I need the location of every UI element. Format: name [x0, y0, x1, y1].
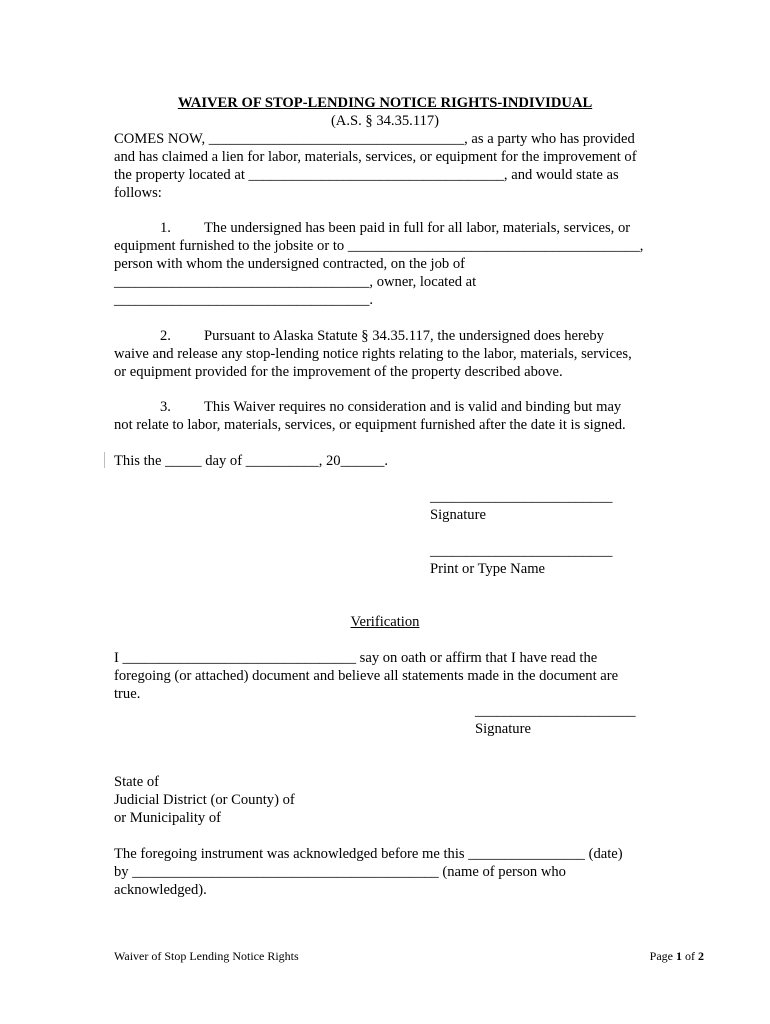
signature-label: Signature	[430, 507, 486, 523]
acknowledgment-line-2: by __________________________________________ (name of person who	[114, 864, 566, 880]
statute-reference: (A.S. § 34.35.117)	[330, 113, 440, 129]
acknowledgment-line-3: acknowledged).	[114, 882, 207, 898]
text-cursor	[104, 452, 105, 468]
verification-heading: Verification	[350, 614, 420, 630]
verification-line-1: I ________________________________ say on oath or affirm that I have read the	[114, 650, 598, 666]
page-current: 1	[676, 949, 682, 963]
venue-judicial-district: Judicial District (or County) of	[114, 792, 295, 808]
document-title: WAIVER OF STOP-LENDING NOTICE RIGHTS-INDIVIDUAL	[177, 95, 593, 111]
date-line[interactable]: This the _____ day of __________, 20______.	[114, 453, 389, 469]
print-name-line[interactable]: _________________________	[430, 543, 613, 559]
intro-line-3: the property located at ___________________________________, and would state as	[114, 167, 619, 183]
verification-signature-label: Signature	[475, 721, 531, 737]
para1-line-3: person with whom the undersigned contracted, on the job of	[114, 256, 465, 272]
intro-line-2: and has claimed a lien for labor, materials, services, or equipment for the improvement of	[114, 149, 637, 165]
para3-first-line: This Waiver requires no consideration and is valid and binding but may	[204, 399, 622, 415]
para1-line-2: equipment furnished to the jobsite or to ________________________________________,	[114, 238, 644, 254]
intro-line-4: follows:	[114, 185, 162, 201]
verification-line-2: foregoing (or attached) document and believe all statements made in the document are	[114, 668, 619, 684]
intro-line-1: COMES NOW, ___________________________________, as a party who has provided	[114, 131, 635, 147]
page-mid: of	[682, 949, 698, 963]
para1-line-5: ___________________________________.	[114, 292, 374, 308]
para2-first-line: Pursuant to Alaska Statute § 34.35.117, the undersigned does hereby	[204, 328, 604, 344]
para2-line-2: waive and release any stop-lending notice rights relating to the labor, materials, services,	[114, 346, 632, 362]
para1-first-line: The undersigned has been paid in full for all labor, materials, services, or	[204, 220, 631, 236]
signature-line[interactable]: _________________________	[430, 489, 613, 505]
verification-signature-line[interactable]: ______________________	[475, 703, 636, 719]
para3-number: 3.	[160, 399, 171, 415]
page-total: 2	[698, 949, 704, 963]
para3-line-2: not relate to labor, materials, services, or equipment furnished after the date it is signed.	[114, 417, 626, 433]
venue-state: State of	[114, 774, 159, 790]
footer-page-number	[650, 949, 704, 963]
verification-line-3: true.	[114, 686, 141, 702]
footer-document-name: Waiver of Stop Lending Notice Rights	[114, 949, 299, 963]
page-prefix: Page	[649, 949, 676, 963]
para1-line-4: ___________________________________, owner, located at	[114, 274, 477, 290]
print-name-label: Print or Type Name	[430, 561, 546, 577]
venue-municipality: or Municipality of	[114, 810, 222, 826]
para2-line-3: or equipment provided for the improvement of the property described above.	[114, 364, 563, 380]
para2-number: 2.	[160, 328, 171, 344]
para1-number: 1.	[160, 220, 171, 236]
acknowledgment-line-1: The foregoing instrument was acknowledged before me this ________________ (date)	[114, 846, 623, 862]
